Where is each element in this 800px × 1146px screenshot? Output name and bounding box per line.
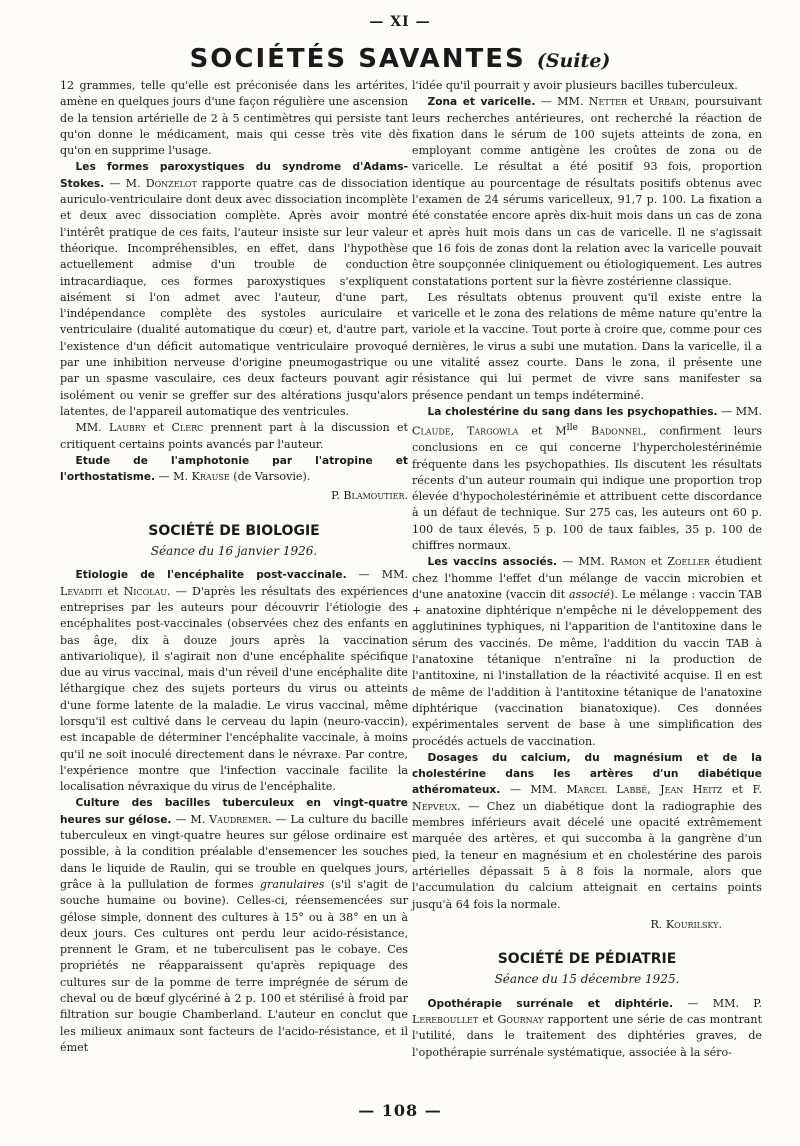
conjunction: et bbox=[145, 421, 172, 435]
separator: , bbox=[450, 424, 467, 438]
paragraph-heading: Opothérapie surrénale et diphtérie. bbox=[427, 997, 674, 1010]
paragraph-text: . — D'après les résultats des expériences entreprises par les auteurs pour découvrir l'étiologie des encéphalites post-vaccinales (observées chez des enfants en bas âge, dix à douze jours après la vaccination antivariolique), il s'agirait non d'une encéphalite spécifique due au virus vaccinal, mais d'un réveil d'une encéphalite dite léthargique chez des sujets porteurs du virus ou atteints d'une forme latente de la maladie. Le virus vaccinal, même lorsqu'il est cultivé dans le cerveau du lapin (neuro-vaccin), est incapable de déterminer l'encéphalite vaccinale, à moins qu'il ne soit inoculé directement dans le névraxe. Par contre, l'expérience montre que l'infection vaccinale facilite la localisation névraxique du virus de l'encéphalite. bbox=[60, 584, 408, 794]
right-column bbox=[412, 78, 762, 1061]
author-name: Jean Heitz bbox=[660, 783, 723, 797]
prefix: MM. bbox=[75, 421, 110, 435]
dash: — M. bbox=[155, 470, 192, 484]
paragraph-vaccins bbox=[412, 554, 762, 750]
paragraph-text: ). Le mélange : vaccin TAB + anatoxine diphtérique n'empêche ni le développement des agglutinines typhiques, ni l'apparition de l'antitoxine dans le sérum des vaccinés. De même, l'addition du vaccin TAB à l'anatoxine tétanique n'entraîne ni la production de l'antitoxine, ni l'installation de la réactivité acquise. Il en est de même de l'addition à l'antitoxine tétanique de l'anatoxine diphtérique (vaccination bianatoxique). Ces données expérimentales servent de base à une simplification des procédés actuels de vaccination. bbox=[412, 587, 762, 748]
dash: — MM. bbox=[557, 555, 610, 569]
superscript: lle bbox=[566, 422, 579, 434]
dash: — M. bbox=[171, 812, 210, 826]
paragraph-zona bbox=[412, 94, 762, 290]
conjunction: et bbox=[722, 783, 753, 797]
author-name: Donzelot bbox=[145, 176, 197, 190]
author-name: Targowla bbox=[467, 424, 519, 438]
paragraph: l'idée qu'il pourrait y avoir plusieurs bacilles tuberculeux. bbox=[412, 79, 738, 92]
section-title-biologie: SOCIÉTÉ DE BIOLOGIE bbox=[148, 522, 320, 539]
conjunction: et bbox=[645, 555, 668, 569]
dash: — MM. P. bbox=[673, 996, 762, 1010]
dash: — MM. bbox=[346, 568, 408, 582]
paragraph-amphotonie bbox=[60, 453, 408, 486]
paragraph-heading: Etiologie de l'encéphalite post-vaccinale. bbox=[75, 569, 347, 582]
paragraph-discussion bbox=[60, 420, 408, 453]
italic-term: associé bbox=[569, 587, 611, 601]
author-name: Badonnel bbox=[578, 424, 643, 438]
section-title-pediatrie: SOCIÉTÉ DE PÉDIATRIE bbox=[497, 951, 677, 968]
author-name: Marcel Labbé bbox=[566, 783, 648, 797]
author-name: Netter bbox=[588, 95, 628, 109]
page-roman-numeral: — XI — bbox=[369, 14, 431, 30]
paragraph-dosages bbox=[412, 750, 762, 913]
paragraph-text: rapporte quatre cas de dissociation auriculo-ventriculaire dont deux avec dissociation incomplète et deux avec dissociation complète. Après avoir montré l'intérêt pratique de ces faits, l'auteur insiste sur leur valeur théorique. Incompréhensibles, en effet, dans l'hypothèse actuellement admise d'un trouble de conduction intracardiaque, ces formes paroxystiques s'expliquent aisément si l'on admet avec l'auteur, d'une part, l'indépendance complète des systoles auriculaire et ventriculaire (dualité automatique du cœur) et, d'autre part, l'existence d'un déficit automatique ventriculaire provoqué par une inhibition nerveuse d'origine pneumogastrique ou par un spasme vasculaire, ces deux facteurs pouvant agir isolément ou venir se greffer sur des altérations jusqu'alors latentes, de l'appareil automatique des ventricules. bbox=[60, 176, 408, 418]
author-name: Zoeller bbox=[667, 555, 710, 569]
author-name: Laubry bbox=[109, 421, 146, 435]
paragraph-text: prennent part à la discussion et critiquent certains points avancés par l'auteur. bbox=[60, 421, 408, 451]
paragraph-resultats: Les résultats obtenus prouvent qu'il existe entre la varicelle et le zona des relations de même nature qu'entre la variole et la vaccine. Tout porte à croire que, comme pour ces dernières, le virus a subi une mutation. Dans la varicelle, il a une vitalité assez courte. Dans le zona, il présente une résistance qui lui permet de vivre sans manifester sa présence pendant un temps indéterminé. bbox=[412, 290, 762, 402]
paragraph-text: (de Varsovie). bbox=[229, 470, 311, 484]
paragraph-text: étudient chez l'homme l'effet d'un mélange de vaccin microbien et d'une anatoxine (vaccin dit bbox=[412, 555, 763, 601]
paragraph-heading: Les formes paroxystiques du syndrome d'Adams-Stokes. bbox=[60, 161, 408, 190]
author-name: Gournay bbox=[497, 1013, 544, 1027]
paragraph-heading: Zona et varicelle. bbox=[427, 96, 536, 109]
conjunction: et M bbox=[518, 424, 567, 438]
conjunction: et bbox=[478, 1013, 498, 1027]
author-name: Urbain bbox=[648, 95, 686, 109]
dash: — MM. bbox=[500, 783, 567, 797]
author-name: Nicolau bbox=[123, 584, 168, 598]
author-name: Levaditi bbox=[60, 584, 103, 598]
running-title bbox=[0, 44, 800, 76]
author-name: Vaudremer bbox=[209, 812, 269, 826]
page-number: — 108 — bbox=[358, 1101, 442, 1120]
signature-kourilsky: R. Kourilsky. bbox=[650, 917, 722, 931]
author-name: F. Nepveux bbox=[412, 783, 763, 813]
dash: — MM. bbox=[535, 95, 589, 109]
author-name: Ramon bbox=[609, 555, 646, 569]
author-name: Lereboullet bbox=[412, 1013, 479, 1027]
italic-term: granulaires bbox=[259, 877, 325, 891]
paragraph-text: , confirment leurs conclusions en ce qui concerne l'hypercholestérinémie fréquente dans les psychopathies. Ils discutent les résultats récents d'un auteur roumain qui indique une proportion trop élevée d'hypocholestérinémie et attribuent cette discordance à un défaut de technique. Sur 275 cas, les auteurs ont 60 p. 100 de taux élevés, 5 p. 100 de taux faibles, 35 p. 100 de chiffres normaux. bbox=[412, 424, 762, 552]
paragraph: 12 grammes, telle qu'elle est préconisée dans les artérites, amène en quelques jours d'une façon régulière une ascension de la tension artérielle de 2 à 5 centimètres qui persiste tant qu'on donne le médicament, mais qui cesse très vite dès qu'on en supprime l'usage. bbox=[60, 79, 409, 158]
paragraph-bacilles bbox=[60, 795, 408, 1056]
conjunction: et bbox=[627, 95, 649, 109]
paragraph-text: . — Chez un diabétique dont la radiographie des membres inférieurs avait décelé une opacité extrêmement marquée des artères, et qui succomba à la gangrène d'un pied, la teneur en magnésium et en cholestérine des parois artérielles dépassait 5 à 8 fois la normale, alors que l'accumulation du calcium atteignait en certains points jusqu'à 64 fois la normale. bbox=[412, 799, 762, 911]
paragraph-encephalite bbox=[60, 567, 408, 795]
paragraph-opotherapie bbox=[412, 996, 762, 1061]
paragraph-adams-stokes bbox=[60, 159, 408, 420]
paragraph-text: , poursuivant leurs recherches antérieures, ont recherché la réaction de fixation dans le sérum de 100 sujets atteints de zona, en employant comme antigène les croûtes de zona ou de varicelle. Le résultat a été positif 93 fois, proportion identique au pourcentage de résultats positifs obtenus avec l'examen de 24 sérums varicelleux, 91,7 p. 100. La fixation a été constatée encore après dix-huit mois dans un cas de zona et après huit mois dans un cas de varicelle. Il ne s'agissait que 16 fois de zonas dont la relation avec la varicelle pouvait être soupçonnée cliniquement ou étiologiquement. Les autres constatations portent sur la fièvre zostérienne classique. bbox=[412, 95, 762, 288]
author-name: Clerc bbox=[171, 421, 204, 435]
author-name: Claude bbox=[412, 424, 451, 438]
paragraph-cholesterine bbox=[412, 404, 762, 554]
paragraph-text: . — La culture du bacille tuberculeux en vingt-quatre heures sur gélose ordinaire est possible, à la condition préalable d'ensemencer les souches dans le liquide de Raulin, qui se trouble en quelques jours, grâce à la pullulation de formes bbox=[60, 812, 409, 891]
paragraph-heading: Les vaccins associés. bbox=[427, 556, 558, 569]
conjunction: et bbox=[102, 584, 124, 598]
signature-blamoutier: P. Blamoutier. bbox=[331, 489, 408, 503]
separator: , bbox=[647, 783, 661, 797]
paragraph-heading: La cholestérine du sang dans les psychopathies. bbox=[427, 405, 718, 418]
paragraph-heading: Dosages du calcium, du magnésium et de la cholestérine dans les artères d'un diabétique athéromateux. bbox=[412, 751, 762, 797]
dash: — M. bbox=[104, 176, 146, 190]
title-main: SOCIÉTÉS SAVANTES bbox=[189, 44, 526, 74]
paragraph-text: rapportent une série de cas montrant l'utilité, dans le traitement des diphtéries graves, de l'opothérapie surrénale systématique, associée à la séro- bbox=[412, 1013, 762, 1059]
author-name: Krause bbox=[191, 470, 230, 484]
section-date-biologie: Séance du 16 janvier 1926. bbox=[150, 544, 318, 559]
title-suite: (Suite) bbox=[536, 50, 611, 72]
paragraph-text: (s'il s'agit de souche humaine ou bovine). Celles-ci, réensemencées sur gélose simple, donnent des cultures à 15° ou à 38° en un à deux jours. Ces cultures ont perdu leur acido-résistance, prennent le Gram, et ne tuberculisent pas le cobaye. Ces propriétés ne réapparaissent qu'après repiquage des cultures sur de la pomme de terre imprégnée de sérum de cheval ou de bœuf glycériné à 2 p. 100 et stérilisé à froid par filtration sur bougie Chamberland. L'auteur en conclut que les milieux animaux sont facteurs de l'acido-résistance, et il émet bbox=[60, 877, 408, 1054]
section-date-pediatrie: Séance du 15 décembre 1925. bbox=[494, 972, 680, 987]
dash: — MM. bbox=[717, 404, 762, 418]
paragraph-heading: Culture des bacilles tuberculeux en vingt-quatre heures sur gélose. bbox=[60, 797, 408, 826]
paragraph-heading: Etude de l'amphotonie par l'atropine et l'orthostatisme. bbox=[60, 454, 408, 484]
left-column bbox=[60, 78, 408, 1056]
